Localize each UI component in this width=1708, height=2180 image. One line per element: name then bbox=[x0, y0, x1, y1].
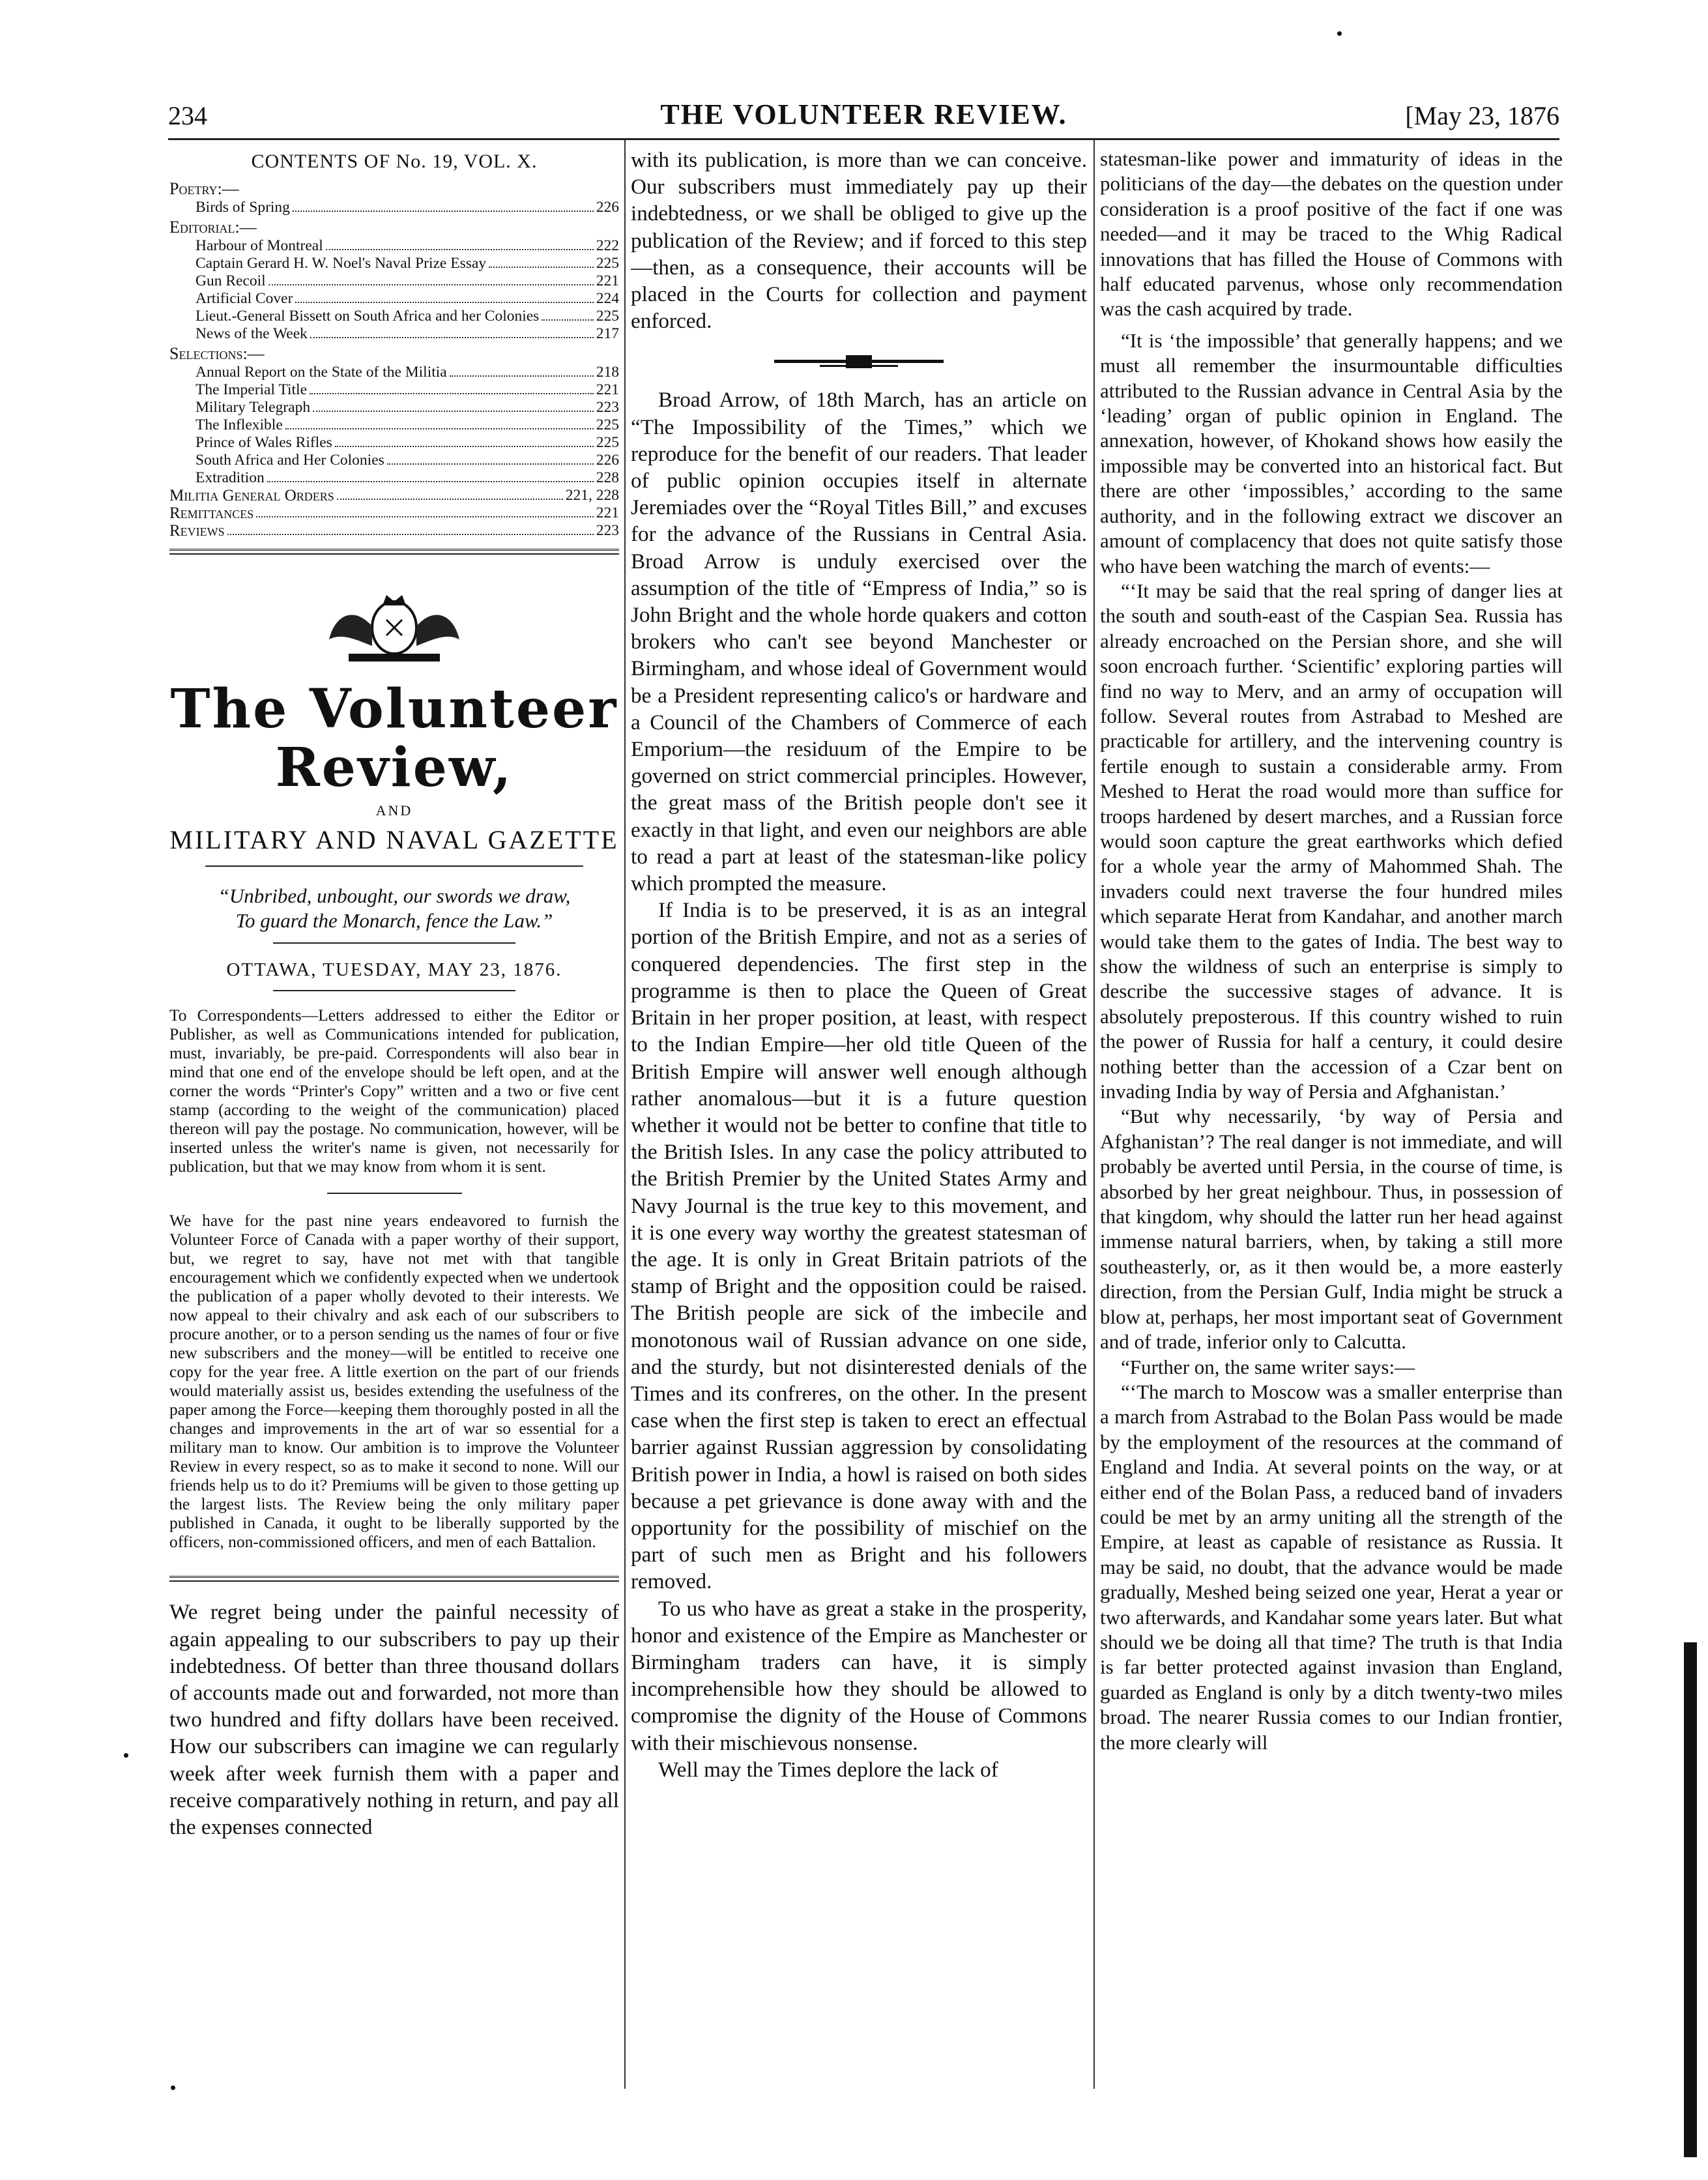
scan-speck bbox=[171, 2086, 175, 2090]
masthead-rule bbox=[205, 865, 583, 867]
divider bbox=[273, 990, 516, 991]
contents-item: Prince of Wales Rifles 225 bbox=[195, 434, 619, 451]
contents-item: Lieut.-General Bissett on South Africa and her Colonies 225 bbox=[195, 308, 619, 325]
contents-item: Militia General Orders 221, 228 bbox=[169, 487, 619, 504]
ornament-rule-icon bbox=[631, 354, 1087, 370]
column-divider-1 bbox=[624, 140, 626, 2089]
column-divider-2 bbox=[1093, 140, 1095, 2089]
contents-title: CONTENTS OF No. 19, VOL. X. bbox=[251, 151, 538, 172]
quote-paragraph: “‘It may be said that the real spring of danger lies at the south and south-east of the Caspian Sea. Russia has already encroached on the Persian shore, and she will soon encroach further. ‘Scientific’ exploring parties will find no way to Merv, and an army of occupation will follow. Several routes from Astrabad to Meshed are practicable for artillery, and the intervening country is fertile enough to sustain a considerable army. From Meshed to Herat the road would more than suffice for troops hardened by desert marches, and a Russian force would soon capture the great earthworks which defied for a whole year the army of Mahommed Shah. The invaders could next traverse the four hundred miles which separate Herat from Kandahar, and another march would take them to the gates of India. The best way to show the wildness of such an enterprise is simply to describe the successive stages of advance. It is absolutely preposterous. If this country wished to ruin the power of Russia for half a century, it could desire nothing better than the accession of a Czar bent on invading India by way of Persia and Afghanistan.’ bbox=[1100, 579, 1563, 1103]
contents-item: Extradition 228 bbox=[195, 469, 619, 486]
divider bbox=[273, 942, 516, 944]
masthead-subtitle: MILITARY AND NAVAL GAZETTE bbox=[169, 825, 619, 855]
column-3 bbox=[1100, 147, 1563, 2076]
contents-item: Remittances 221 bbox=[169, 504, 619, 522]
section-rule bbox=[169, 1576, 619, 1582]
motto bbox=[169, 884, 619, 933]
column-2 bbox=[631, 147, 1087, 2076]
paragraph: “Further on, the same writer says:— bbox=[1121, 1355, 1415, 1378]
scan-speck bbox=[1337, 31, 1342, 36]
contents-item: Birds of Spring 226 bbox=[195, 199, 619, 216]
paragraph: Broad Arrow, of 18th March, has an article on “The Impossibility of the Times,” which we reproduce for the benefit of our readers. That leader of public opinion occupies itself in alternate Jeremiades over the “Royal Titles Bill,” and excuses for the advance of the Russians in Central Asia. Broad Arrow is unduly exercised over the assumption of the title of “Empress of India,” so is John Bright and the whole horde quakers and cotton brokers who can't see beyond Manchester or Birmingham, and whose ideal of Government would be a President representing calico's or hardware and a Council of the Chambers of Commerce of each Emporium—the residuum of the Empire to be governed on strict commercial principles. However, the great mass of the British people don't see it exactly in that light, and even our neighbors are able to read a part at least of the statesman-like policy which prompted the measure. bbox=[631, 388, 1087, 896]
scan-speck bbox=[124, 1753, 128, 1758]
contents-item: News of the Week 217 bbox=[195, 325, 619, 342]
contents-item: The Inflexible 225 bbox=[195, 416, 619, 433]
royal-crest-icon bbox=[169, 581, 619, 665]
paragraph: with its publication, is more than we can conceive. Our subscribers must immediately pay up their indebtedness, or we shall be obliged to give up the publication of the Review; and if forced to this step—then, as a consequence, their accounts will be placed in the Courts for collection and payment enforced. bbox=[631, 148, 1087, 334]
contents-section-poetry bbox=[169, 179, 619, 216]
masthead-title: The Volunteer Review, bbox=[170, 678, 618, 800]
masthead-and: AND bbox=[375, 802, 413, 819]
page-header bbox=[168, 98, 1559, 137]
newspaper-title: THE VOLUNTEER REVIEW. bbox=[660, 98, 1067, 130]
notice-subscribers: We have for the past nine years endeavored to furnish the Volunteer Force of Canada with a paper worthy of their support, but, we regret to say, have not met with that tangible encouragement which we confidently expected when we undertook the publication of a paper wholly devoted to their interests. We now appeal to their chivalry and ask each of our subscribers to procure another, or to a person sending us the names of four or five new subscribers and the money—will be entitled to receive one copy for the year free. A little exertion on the part of our friends would materially assist us, besides extending the usefulness of the paper among the Force—keeping them thoroughly posted in all the changes and improvements in the art of war so essential for a military man to know. Our ambition is to improve the Volunteer Review in every respect, so as to make it second to none. Will our friends help us to do it? Premiums will be given to those getting up the largest lists. The Review being the only military paper published in Canada, it ought to be liberally supported by the officers, non-commissioned officers, and men of each Battalion. bbox=[169, 1211, 619, 1552]
issue-date: [May 23, 1876 bbox=[1405, 101, 1559, 130]
header-rule bbox=[168, 138, 1559, 140]
contents-item: Gun Recoil 221 bbox=[195, 272, 619, 289]
paragraph: “It is ‘the impossible’ that generally happens; and we must all remember the insurmountable difficulties attributed to the Russian advance in Central Asia by the ‘leading’ organ of public opinion in England. The annexation, however, of Khokand shows how easily the impossible may be converted into an historical fact. But there are other ‘impossibles,’ according to the same authority, and in the following extract we discover an amount of complacency that does not quite satisfy those who have been watching the march of events:— bbox=[1100, 328, 1563, 577]
contents-item: Reviews 223 bbox=[169, 522, 619, 540]
appeal-paragraph: We regret being under the painful necessity of again appealing to our subscribers to pay up their indebtedness. Of better than three thousand dollars of accounts made out and forwarded, not more than two hundred and fifty dollars have been received. How our subscribers can imagine we can regularly week after week furnish them with a paper and receive comparatively nothing in return, and pay all the expenses connected bbox=[169, 1600, 619, 1839]
section-rule bbox=[169, 549, 619, 555]
motto-line-2: To guard the Monarch, fence the Law.” bbox=[235, 909, 553, 933]
page-number: 234 bbox=[168, 101, 207, 130]
scan-edge-mark bbox=[1684, 1642, 1697, 2157]
divider bbox=[327, 1193, 462, 1194]
quote-paragraph: “‘The march to Moscow was a smaller enterprise than a march from Astrabad to the Bolan Pass would be made by the employment of the resources at the command of England and India. At several points on the way, or at either end of the Bolan Pass, a reduced band of invaders could be met by an army uniting all the strength of the Empire, at least as capable of resistance as Russia. It may be said, no doubt, that the advance would be made gradually, Meshed being seized one year, Herat a year or two afterwards, and Kandahar some years later. But what should we be doing all that time? The truth is that India is far better protected against invasion than England, guarded as England is only by a ditch twenty-two miles broad. The nearer Russia comes to our Indian frontier, the more clearly will bbox=[1100, 1380, 1563, 1754]
contents-section-heading: Selections:— bbox=[169, 344, 265, 363]
paragraph: Well may the Times deplore the lack of bbox=[658, 1757, 998, 1782]
contents-section-heading: Editorial:— bbox=[169, 218, 257, 237]
paragraph: If India is to be preserved, it is as an integral portion of the British Empire, and not as a series of conquered dependencies. The first step in the programme is then to place the Queen of Great Britain in her proper position, at least, with respect to the Indian Empire—her old title Queen of the British Empire will answer well enough although rather anomalous—but it is a future question whether it would not be better to confine that title to the British Isles. In any case the policy attributed to the British Premier by the United States Army and Navy Journal is the true key to this movement, and it is one every way worthy the greatest statesman of the age. It is only in Great Britain patriots of the stamp of Bright and the opposition could be raised. The British people are sick of the imbecile and monotonous wail of Russian advance on one side, and the sturdy, but not disinterested denials of the Times and its confreres, on the other. In the present case when the first step is taken to erect an effectual barrier against Russian aggression by consolidating British power in India, a howl is raised on both sides because a pet grievance is done away with and the opportunity for the possibility of mischief on the part of such men as Bright and his followers removed. bbox=[631, 898, 1087, 1594]
contents-section-heading: Poetry:— bbox=[169, 179, 239, 198]
contents-item: Military Telegraph 223 bbox=[195, 399, 619, 416]
motto-line-1: “Unbribed, unbought, our swords we draw, bbox=[218, 884, 571, 908]
column-1 bbox=[169, 147, 619, 2076]
paragraph: statesman-like power and immaturity of ideas in the politicians of the day—the debates on the question under consideration is a proof positive of the fact if one was needed—and it may be traced to the Whig Radical innovations that has filled the House of Commons with half educated parvenus, whose only recommendation was the cash acquired by trade. bbox=[1100, 147, 1563, 321]
contents-item: Annual Report on the State of the Militia 218 bbox=[195, 364, 619, 381]
contents-item: Artificial Cover 224 bbox=[195, 290, 619, 307]
contents-item: Captain Gerard H. W. Noel's Naval Prize Essay 225 bbox=[195, 255, 619, 272]
notice-correspondents: To Correspondents—Letters addressed to either the Editor or Publisher, as well as Communications intended for publication, must, invariably, be pre-paid. Correspondents will also bear in mind that one end of the envelope should be left open, and at the corner the words “Printer's Copy” written and a two or five cent stamp (according to the weight of the communication) placed thereon will pay the postage. No communication, however, will be inserted unless the writer's name is given, not necessarily for publication, but that we may know from whom it is sent. bbox=[169, 1006, 619, 1176]
dateline: OTTAWA, TUESDAY, MAY 23, 1876. bbox=[226, 959, 562, 981]
contents-section-selections bbox=[169, 344, 619, 487]
contents-item: South Africa and Her Colonies 226 bbox=[195, 452, 619, 469]
paragraph: “But why necessarily, ‘by way of Persia and Afghanistan’? The real danger is not immediate, and will probably be averted until Persia, in the course of time, is absorbed by her great neighbour. Thus, in possession of that kingdom, why should the latter run her head against immense natural barriers, when, by taking a still more southeasterly, or, as it then would be, a more easterly direction, from the Persian Gulf, India might be struck a blow at, perhaps, her most important seat of Government and of trade, inferior only to Calcutta. bbox=[1100, 1105, 1563, 1354]
contents-item: Harbour of Montreal 222 bbox=[195, 237, 619, 254]
contents-item: The Imperial Title 221 bbox=[195, 381, 619, 398]
paragraph: To us who have as great a stake in the prosperity, honor and existence of the Empire as Manchester or Birmingham traders can have, it is simply incomprehensible how they should be allowed to compromise the dignity of the House of Commons with their mischievous nonsense. bbox=[631, 1596, 1087, 1755]
contents-section-editorial bbox=[169, 218, 619, 343]
